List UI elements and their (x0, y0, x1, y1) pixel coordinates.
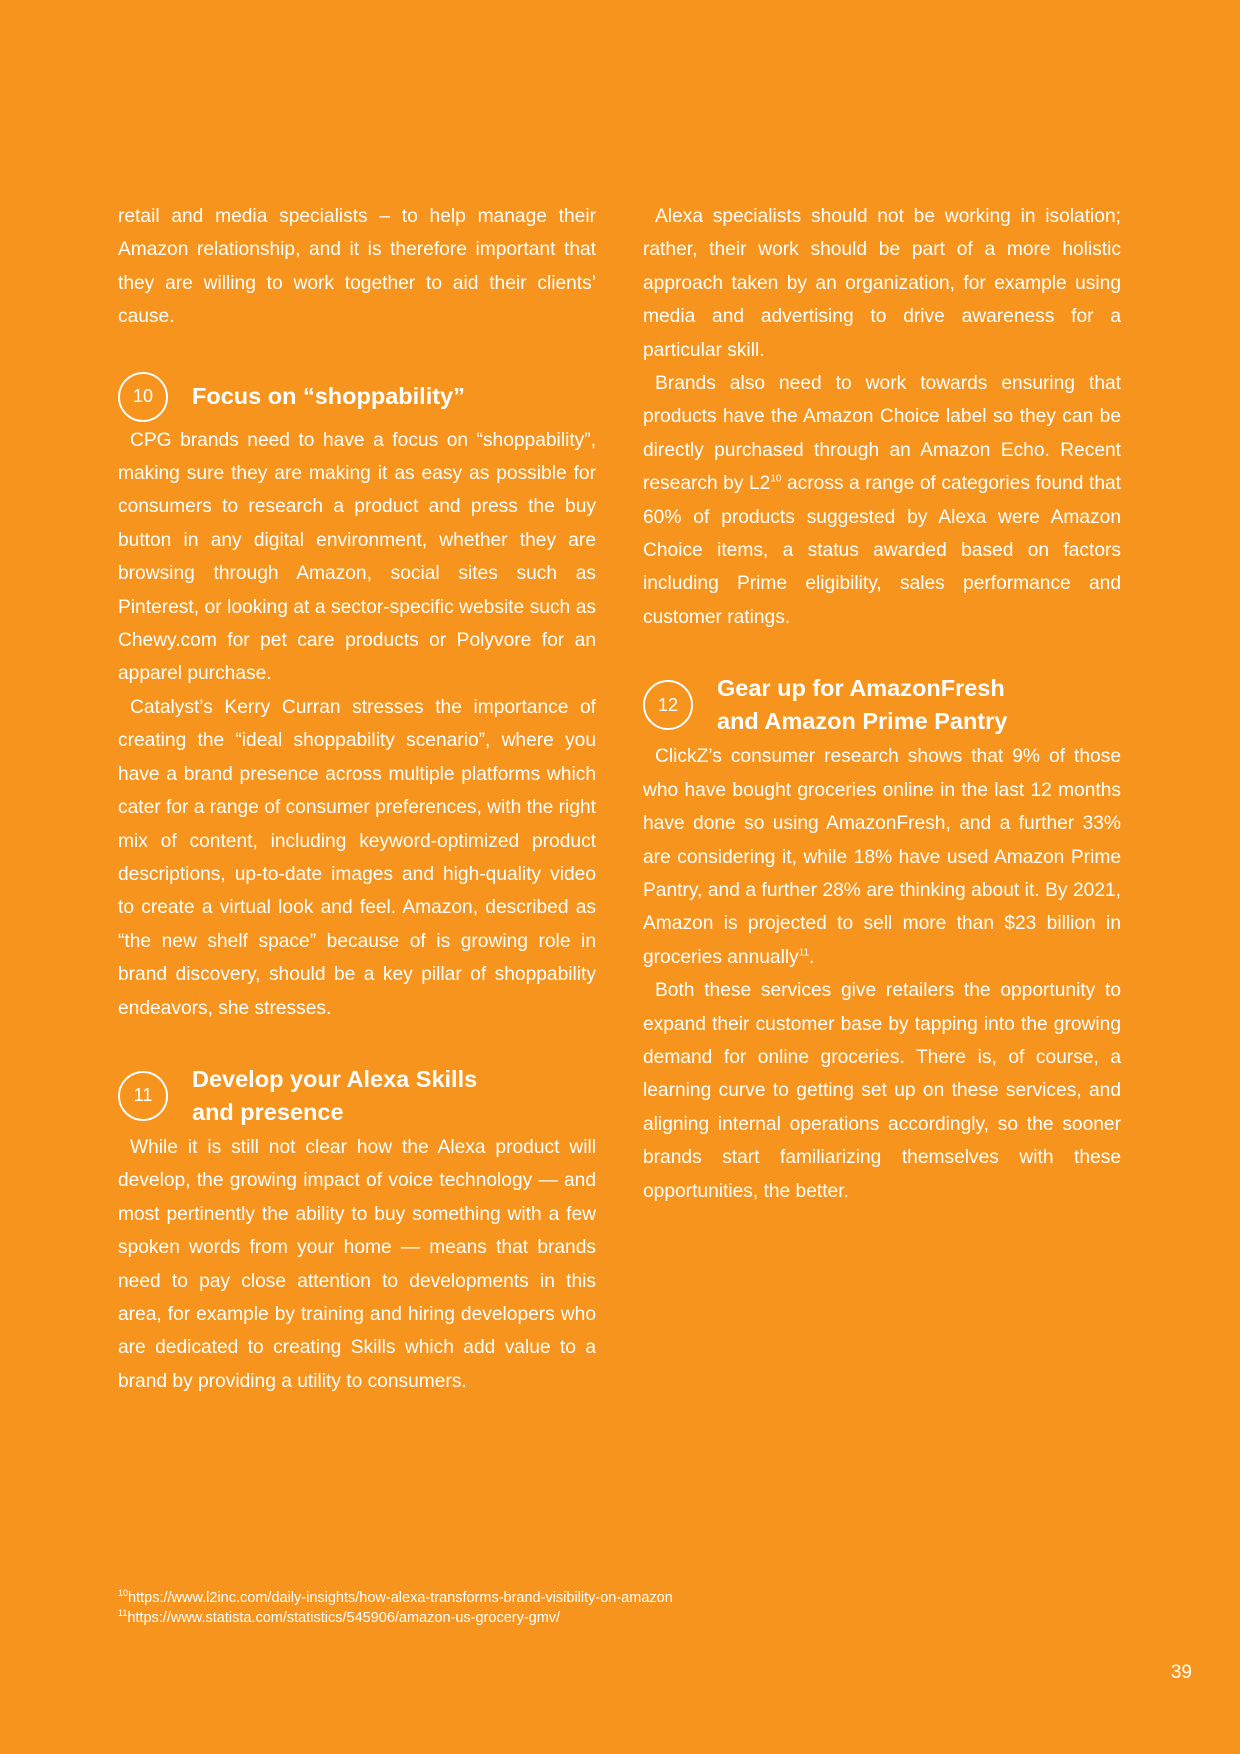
footnote-mark: 11 (118, 1608, 128, 1619)
section-heading (717, 672, 1007, 738)
page-number: 39 (1170, 1662, 1192, 1683)
right-column (643, 200, 1121, 1208)
footnote-ref[interactable]: 11 (798, 947, 810, 959)
right-paragraph-1: Alexa specialists should not be working in isolation; rather, their work should be part of a more holistic approach taken by an organization, for example using media and advertising to drive awareness for a particular skill. (643, 206, 1121, 361)
intro-paragraph: retail and media specialists – to help manage their Amazon relationship, and it is therefore important that they are willing to work together to aid their clients’ cause. (118, 206, 596, 328)
section-number-badge: 12 (643, 680, 693, 730)
section-title-line-2: and presence (192, 1098, 344, 1125)
paragraph-text: ClickZ’s consumer research shows that 9% of those who have bought groceries online in the last 12 months have done so using AmazonFresh, and a further 33% are considering it, while 18% have used Amazon Prime Pantry, and a further 28% are thinking about it. By 2021, Amazon is projected to sell more than $23 billion in groceries annually (643, 746, 1121, 968)
section-11-header (118, 1063, 596, 1129)
footnote-link[interactable]: https://www.statista.com/statistics/545906/amazon-us-grocery-gmv/ (127, 1610, 561, 1626)
footnote-mark: 10 (118, 1588, 129, 1599)
section-number-badge: 10 (118, 372, 168, 422)
paragraph-text: across a range of categories found that 60% of products suggested by Alexa were Amazon Choice items, a status awarded based on factors including Prime eligibility, sales performance and customer ratings. (643, 473, 1121, 628)
section-12-paragraph-2: Both these services give retailers the opportunity to expand their customer base by tapping into the growing demand for online groceries. There is, of course, a learning curve to getting set up on these services, and aligning internal operations accordingly, so the sooner brands start familiarizing themselves with these opportunities, the better. (643, 980, 1121, 1202)
right-paragraph-2 (643, 367, 1121, 634)
section-10-paragraph-1: CPG brands need to have a focus on “shoppability”, making sure they are making it as easy as possible for consumers to research a product and press the buy button in any digital environment, whether they are browsing through Amazon, social sites such as Pinterest, or looking at a sector-specific website such as Chewy.com for pet care products or Polyvore for an apparel purchase. (118, 429, 596, 685)
section-title-line-1: Develop your Alexa Skills (192, 1065, 478, 1092)
footnote-item (118, 1588, 673, 1608)
paragraph-text: Brands also need to work towards ensuring that products have the Amazon Choice label so they can be directly purchased through an Amazon Echo. Recent research by L2 (643, 373, 1121, 495)
section-12-paragraph-1 (643, 740, 1121, 974)
section-12-header (643, 672, 1121, 738)
section-title-line-1: Gear up for AmazonFresh (717, 675, 1005, 702)
section-heading (192, 1063, 477, 1129)
section-heading (192, 380, 465, 413)
section-number-badge: 11 (118, 1071, 168, 1121)
paragraph-text: . (809, 946, 815, 968)
section-10-paragraph-2: Catalyst’s Kerry Curran stresses the importance of creating the “ideal shoppability scenario”, where you have a brand presence across multiple platforms which cater for a range of consumer preferences, with the right mix of content, including keyword-optimized product descriptions, up-to-date images and high-quality video to create a virtual look and feel. Amazon, described as “the new shelf space” because of is growing role in brand discovery, should be a key pillar of shoppability endeavors, she stresses. (118, 696, 596, 1019)
footnote-link[interactable]: https://www.l2inc.com/daily-insights/how-alexa-transforms-brand-visibility-on-amazon (128, 1590, 673, 1606)
footnotes (118, 1588, 673, 1628)
footnote-ref[interactable]: 10 (770, 473, 782, 485)
footnote-item (118, 1608, 673, 1628)
section-10-header (118, 372, 596, 422)
section-title: Focus on “shoppability” (192, 383, 465, 410)
left-column (118, 200, 596, 1398)
section-11-paragraph-1: While it is still not clear how the Alexa product will develop, the growing impact of voice technology — and most pertinently the ability to buy something with a few spoken words from your home — means that brands need to pay close attention to developments in this area, for example by training and hiring developers who are dedicated to creating Skills which add value to a brand by providing a utility to consumers. (118, 1136, 596, 1392)
section-title-line-2: and Amazon Prime Pantry (717, 708, 1008, 735)
